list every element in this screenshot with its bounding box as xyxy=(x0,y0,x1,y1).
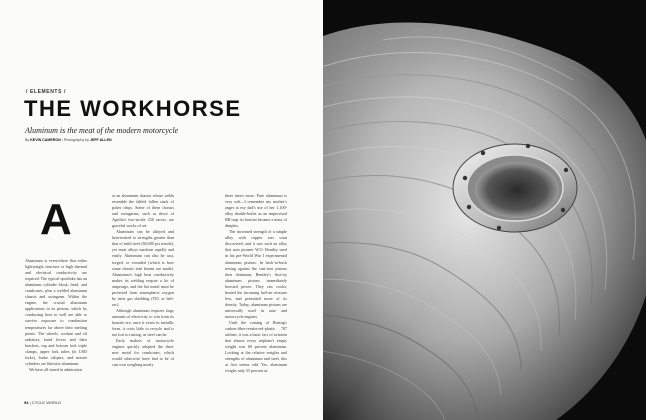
byline-by-label: By xyxy=(25,138,30,142)
paragraph: Aluminum can be alloyed and heat-treated to strengths greater than that of mild steel (60,000 psi tensile), yet most alloys machine rapidly and easily. Aluminum can also be cast, forged, or extruded (which is how some chassis side beams are made). Aluminum's high heat conductivity makes its welding require a lot of amperage, and the hot metal must be protected from atmospheric oxygen by inert gas shielding (TIG or heli-arc). xyxy=(112,229,174,307)
text-column-3 xyxy=(225,193,287,374)
bolt-hole xyxy=(497,226,501,230)
byline-author: KEVIN CAMERON xyxy=(30,138,61,142)
byline-photographer: JEFF ALLEN xyxy=(89,138,112,142)
magazine-name: CYCLE WORLD xyxy=(31,400,62,405)
folio xyxy=(24,400,61,405)
paragraph: Aluminum is everywhere that either lightweight structure or high thermal and electrical conductivity are required. The typical sportbike has an aluminum cylinder block, head, and crankcases, plus a welded aluminum chassis and swingarm. Within the engine, the crucial aluminum applications in its pistons, which by conducting heat so well are able to survive exposure to combustion temperatures far above their melting points. The wheels, coolant and oil radiators, hand levers and their brackets, top and bottom fork triple clamps, upper fork tubes (in USD forks), brake calipers, and master cylinders are likewise aluminum. xyxy=(25,258,87,366)
bolt-hole xyxy=(463,176,467,180)
section-kicker: / ELEMENTS / xyxy=(26,89,66,95)
paragraph: at an aluminum chassis whose welds resemble the fabled fallen stack of poker chips. Some of these chassis and swingarms, such as those of Aprilia's two-stroke 250 racers, are graceful works of art. xyxy=(112,193,174,229)
aluminum-tank-photo xyxy=(323,0,646,420)
photo-page xyxy=(323,0,646,420)
bolt-hole xyxy=(564,168,568,172)
byline xyxy=(25,138,112,142)
article-subtitle: Aluminum is the meat of the modern motorcycle xyxy=(25,126,179,135)
article-title: THE WORKHORSE xyxy=(24,96,242,121)
bolt-hole xyxy=(561,208,565,212)
folio-divider: | xyxy=(29,400,31,405)
text-column-1 xyxy=(25,258,87,373)
text-column-2 xyxy=(112,193,174,368)
paragraph: Until the coming of Boeing's carbon-fiber-reinforced-plastic 787 airliner, it was a basic fact of aviation that almost every airplane's empty weight was 60 percent aluminum. Looking at the relative weights and strengths of aluminum and steel, this at first seems odd. Yes, aluminum weighs only 35 percent as xyxy=(225,319,287,374)
drop-cap: A xyxy=(40,195,72,244)
bolt-hole xyxy=(481,151,485,155)
byline-divider: / xyxy=(61,138,63,142)
paragraph: three times more. Pure aluminum is very soft—I remember my mother's anger at my dad's use of her 1,100-alloy double-boiler as an improvised BB trap: its bottom became a mass of dimples. xyxy=(225,193,287,229)
paragraph: The increased strength of a simple alloy with copper was soon discovered, and it was such an alloy that auto pioneer W.O. Bentley used in his pre-World War I experimental aluminum pistons. In back-to-back testing against the cast-iron pistons then dominant, Bentley's first-try aluminum pistons immediately boosted power. They ran cooler, heated the incoming fuel-air mixture less, and permitted more of its density. Today, aluminum pistons are universally used in auto and motorcycle engines. xyxy=(225,229,287,319)
bolt-hole xyxy=(467,205,471,209)
byline-photo-label: Photography by xyxy=(63,138,89,142)
paragraph: We have all stared in admiration xyxy=(29,366,82,372)
bolt-hole xyxy=(526,144,530,148)
paragraph: Although aluminum requires large amounts of electricity to win from its bauxite ore, once it exists in metallic form, it costs little to recycle and is not lost to rusting, as steel can be. xyxy=(112,307,174,338)
filler-ring xyxy=(453,144,577,232)
page-number: 94 xyxy=(24,400,29,405)
paragraph: Early makers of motorcycle engines quickly adopted the then-new metal for crankcases, which would otherwise have had to be of cast iron weighing nearly xyxy=(112,338,174,368)
